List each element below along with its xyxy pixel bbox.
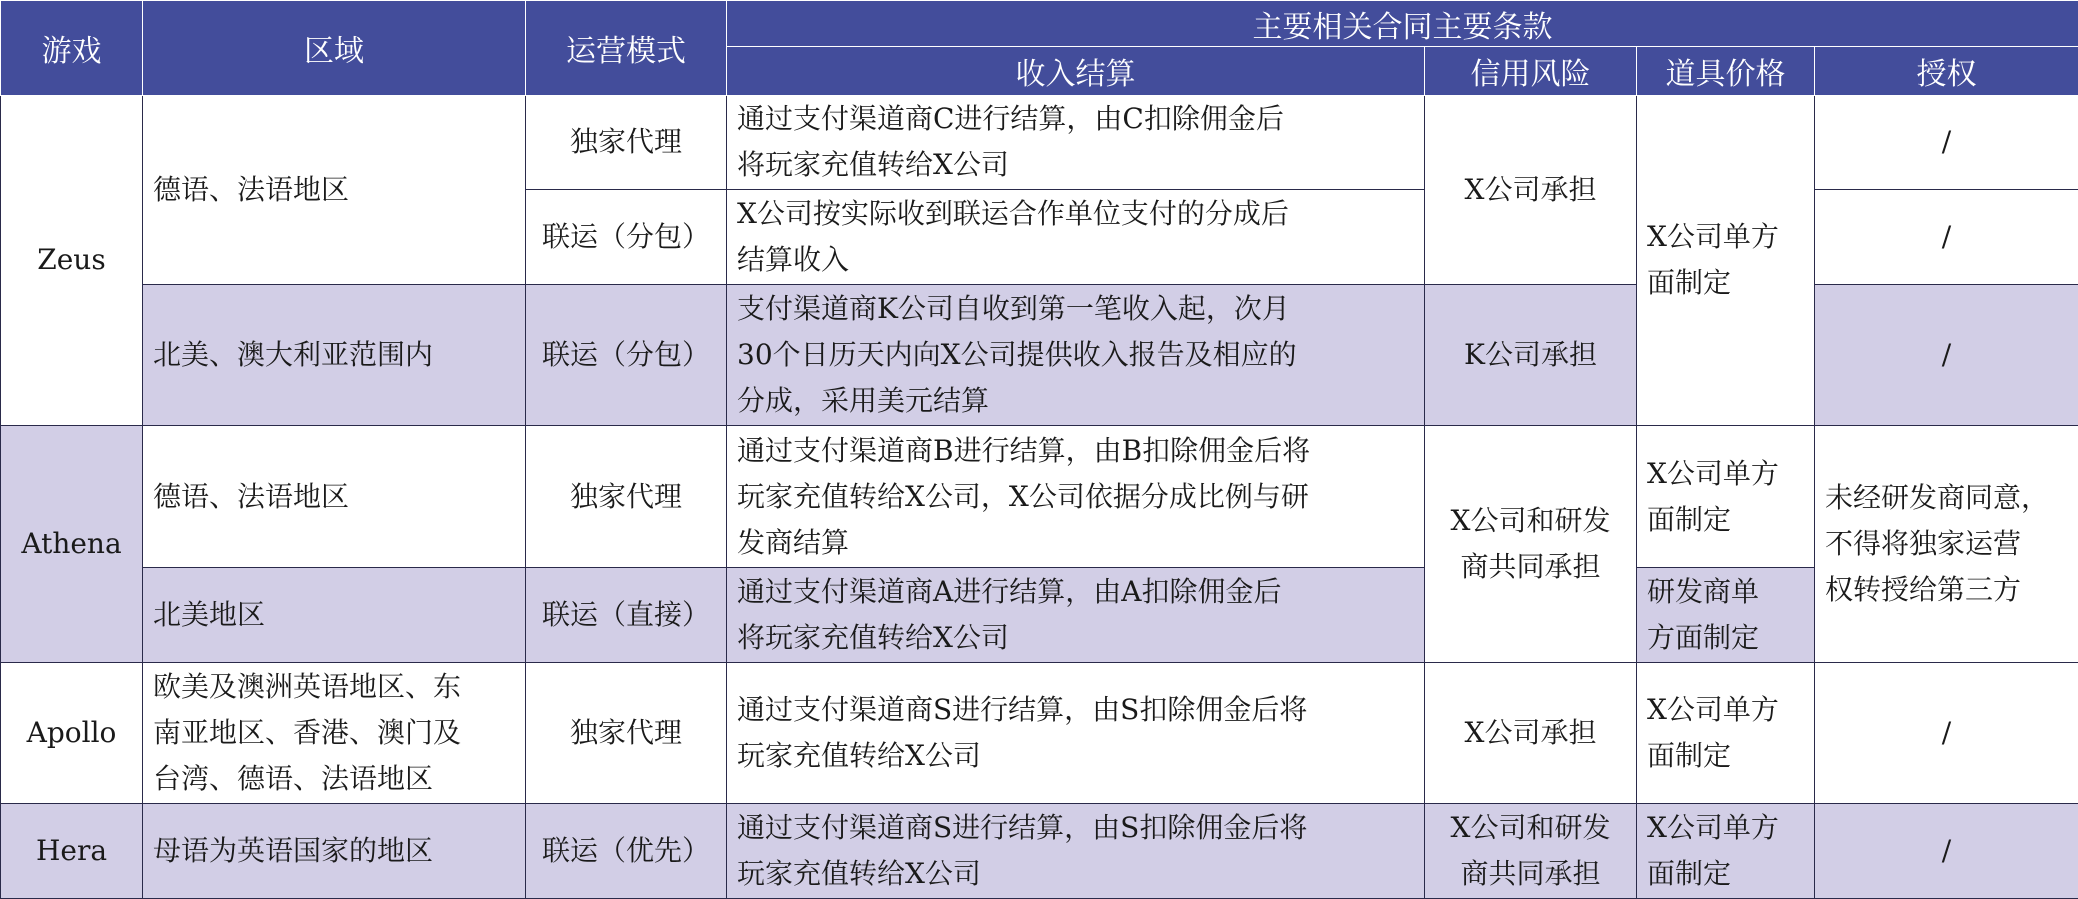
header-license: 授权 [1815,47,2078,95]
header-region: 区域 [143,1,526,96]
table-row-zeus-exclusive [1,95,2078,190]
settlement-zeus-exclusive: 通过支付渠道商C进行结算，由C扣除佣金后 将玩家充值转给X公司 [727,95,1425,190]
settlement-athena-de-fr: 通过支付渠道商B进行结算，由B扣除佣金后将 玩家充值转给X公司，X公司依据分成比例与研 发商结算 [727,426,1425,568]
item-price-apollo: X公司单方 面制定 [1637,662,1815,804]
mode-zeus-na: 联运（分包） [526,284,727,426]
license-hera: / [1815,804,2078,899]
region-athena-de-fr: 德语、法语地区 [143,426,526,568]
mode-athena-exclusive: 独家代理 [526,426,727,568]
game-hera: Hera [1,804,143,899]
table-row-hera [1,804,2078,899]
region-hera: 母语为英语国家的地区 [143,804,526,899]
license-athena: 未经研发商同意， 不得将独家运营 权转授给第三方 [1815,426,2078,662]
region-athena-na: 北美地区 [143,568,526,663]
mode-apollo-exclusive: 独家代理 [526,662,727,804]
header-operation-mode: 运营模式 [526,1,727,96]
item-price-hera: X公司单方 面制定 [1637,804,1815,899]
credit-risk-zeus-na: K公司承担 [1425,284,1637,426]
settlement-zeus-joint: X公司按实际收到联运合作单位支付的分成后 结算收入 [727,190,1425,285]
region-zeus-de-fr: 德语、法语地区 [143,95,526,284]
region-zeus-na-au: 北美、澳大利亚范围内 [143,284,526,426]
header-revenue-settlement: 收入结算 [727,47,1425,95]
game-athena: Athena [1,426,143,662]
header-contract-terms-group: 主要相关合同主要条款 [727,1,2078,47]
license-apollo: / [1815,662,2078,804]
header-row-1 [1,1,2078,47]
table-row-apollo [1,662,2078,804]
settlement-hera: 通过支付渠道商S进行结算，由S扣除佣金后将 玩家充值转给X公司 [727,804,1425,899]
credit-risk-zeus-de-fr: X公司承担 [1425,95,1637,284]
table-row-athena-de-fr [1,426,2078,568]
header-item-price: 道具价格 [1637,47,1815,95]
header-credit-risk: 信用风险 [1425,47,1637,95]
mode-zeus-joint: 联运（分包） [526,190,727,285]
item-price-zeus: X公司单方 面制定 [1637,95,1815,426]
header-game: 游戏 [1,1,143,96]
mode-hera-joint-priority: 联运（优先） [526,804,727,899]
settlement-athena-na: 通过支付渠道商A进行结算，由A扣除佣金后 将玩家充值转给X公司 [727,568,1425,663]
credit-risk-athena: X公司和研发 商共同承担 [1425,426,1637,662]
game-apollo: Apollo [1,662,143,804]
item-price-athena-na: 研发商单 方面制定 [1637,568,1815,663]
game-zeus: Zeus [1,95,143,426]
credit-risk-apollo: X公司承担 [1425,662,1637,804]
license-zeus-na: / [1815,284,2078,426]
license-zeus-joint: / [1815,190,2078,285]
settlement-apollo: 通过支付渠道商S进行结算，由S扣除佣金后将 玩家充值转给X公司 [727,662,1425,804]
region-apollo: 欧美及澳洲英语地区、东 南亚地区、香港、澳门及 台湾、德语、法语地区 [143,662,526,804]
settlement-zeus-na: 支付渠道商K公司自收到第一笔收入起，次月 30个日历天内向X公司提供收入报告及相应的 分成，采用美元结算 [727,284,1425,426]
credit-risk-hera: X公司和研发 商共同承担 [1425,804,1637,899]
table-row-athena-na [1,568,2078,663]
item-price-athena-de-fr: X公司单方 面制定 [1637,426,1815,568]
mode-athena-joint-direct: 联运（直接） [526,568,727,663]
mode-zeus-exclusive: 独家代理 [526,95,727,190]
license-zeus-exclusive: / [1815,95,2078,190]
